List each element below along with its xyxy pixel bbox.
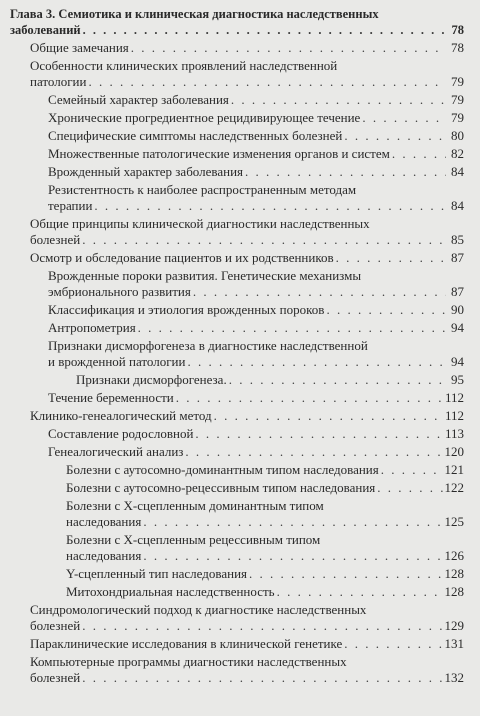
dot-leader (362, 110, 446, 126)
toc-entry-title-line: Общие замечания (30, 40, 129, 55)
toc-page-number: 94 (451, 354, 464, 369)
toc-entry-title-line: Митохондриальная наследственность (66, 584, 275, 599)
toc-entry-title-line: Болезни с аутосомно-доминантным типом наследования (66, 462, 379, 477)
toc-entry-title-line: болезней (30, 670, 81, 685)
toc-entry (10, 182, 464, 214)
toc-entry-title-line: Болезни с Х-сцепленным рецессивным типом (66, 532, 321, 547)
toc-page-number: 113 (444, 426, 464, 441)
toc-page-number: 85 (451, 232, 464, 247)
toc-page-number: 87 (451, 250, 464, 265)
toc-entry (10, 58, 464, 90)
toc-entry-title-line: Болезни с аутосомно-рецессивным типом наследования (66, 480, 376, 495)
toc-entry-title-line: и врожденной патологии (48, 354, 186, 369)
dot-leader (138, 320, 446, 336)
toc-entry-title-line: Множественные патологические изменения органов и систем (48, 146, 390, 161)
toc-entry (10, 110, 464, 126)
dot-leader (176, 390, 443, 406)
toc-entry (10, 444, 464, 460)
toc-entry (10, 128, 464, 144)
dot-leader (336, 250, 446, 266)
toc-page-number: 129 (444, 618, 464, 633)
toc-entry (10, 498, 464, 530)
toc-entry-title-line: Классификация и этиология врожденных пороков (48, 302, 325, 317)
toc-entry-title-line: Составление родословной (48, 426, 194, 441)
toc-page-number: 132 (444, 670, 464, 685)
dot-leader (82, 670, 442, 686)
toc-entry-title-line: терапии (48, 198, 93, 213)
toc-entry (10, 6, 464, 38)
toc-entry (10, 250, 464, 266)
dot-leader (131, 40, 446, 56)
dot-leader (229, 372, 446, 388)
toc-entry-title-line: Генеалогический анализ (48, 444, 184, 459)
toc-page-number: 121 (444, 462, 464, 477)
toc-entry-title-line: Признаки дисморфогенеза в диагностике наследственной (48, 338, 368, 353)
toc-entry-title-line: Резистентность к наиболее распространенным методам (48, 182, 357, 197)
toc-entry-title-line: Компьютерные программы диагностики наследственных (30, 654, 347, 669)
toc-page-number: 112 (444, 390, 464, 405)
toc-entry (10, 480, 464, 496)
toc-entry (10, 268, 464, 300)
toc-page-number: 120 (444, 444, 464, 459)
toc-entry-title-line: болезней (30, 232, 81, 247)
toc-entry-title-line: патологии (30, 74, 87, 89)
toc-entry-title-line: Врожденные пороки развития. Генетические механизмы (48, 268, 362, 283)
toc-page-number: 95 (451, 372, 464, 387)
toc-entry-title-line: Синдромологический подход к диагностике наследственных (30, 602, 367, 617)
toc-page-number: 80 (451, 128, 464, 143)
toc-entry-title-line: эмбрионального развития (48, 284, 191, 299)
toc-entry (10, 216, 464, 248)
toc-entry (10, 462, 464, 478)
toc-entry-title-line: Осмотр и обследование пациентов и их родственников (30, 250, 334, 265)
toc-page-number: 79 (451, 110, 464, 125)
dot-leader (381, 462, 443, 478)
toc-page-number: 79 (451, 74, 464, 89)
toc-entry (10, 636, 464, 652)
dot-leader (344, 128, 446, 144)
toc-page-number: 122 (444, 480, 464, 495)
toc-page-number: 94 (451, 320, 464, 335)
dot-leader (143, 514, 442, 530)
toc-entry-title-line: Особенности клинических проявлений наследственной (30, 58, 338, 73)
dot-leader (94, 198, 446, 214)
toc-entry (10, 164, 464, 180)
toc-entry (10, 532, 464, 564)
toc-entry-title-line: Хронические прогредиентное рецидивирующее течение (48, 110, 361, 125)
toc-entry-title-line: Антропометрия (48, 320, 136, 335)
toc-entry (10, 146, 464, 162)
toc-page-number: 84 (451, 164, 464, 179)
toc-entry-title-line: Клинико-генеалогический метод (30, 408, 212, 423)
toc-entry (10, 390, 464, 406)
dot-leader (326, 302, 446, 318)
dot-leader (245, 164, 446, 180)
toc-entry (10, 584, 464, 600)
toc-entry-title-line: Течение беременности (48, 390, 174, 405)
toc-entry-title-line: заболеваний (10, 23, 81, 37)
toc-entry-title-line: Глава 3. Семиотика и клиническая диагностика наследственных (10, 7, 379, 21)
toc-entry (10, 408, 464, 424)
toc-page-number: 79 (451, 92, 464, 107)
dot-leader (249, 566, 442, 582)
toc-entry-title-line: Семейный характер заболевания (48, 92, 229, 107)
toc-page-number: 126 (444, 548, 464, 563)
toc-page-number: 125 (444, 514, 464, 529)
toc-entry-title-line: Общие принципы клинической диагностики наследственных (30, 216, 370, 231)
dot-leader (277, 584, 443, 600)
toc-page-number: 131 (444, 636, 464, 651)
toc-entry-title-line: наследования (66, 514, 142, 529)
toc-entry-title-line: наследования (66, 548, 142, 563)
toc-entry (10, 320, 464, 336)
toc-entry (10, 92, 464, 108)
dot-leader (88, 74, 446, 90)
toc-entry (10, 566, 464, 582)
dot-leader (185, 444, 442, 460)
toc-entry-title-line: Специфические симптомы наследственных болезней (48, 128, 343, 143)
toc-entry (10, 40, 464, 56)
toc-page-number: 82 (451, 146, 464, 161)
toc-page-number: 78 (451, 40, 464, 55)
toc-page-number: 128 (444, 566, 464, 581)
toc-entry (10, 426, 464, 442)
toc-page-number: 90 (451, 302, 464, 317)
toc-page-number: 87 (451, 284, 464, 299)
toc-entry-title-line: Врожденный характер заболевания (48, 164, 244, 179)
dot-leader (377, 480, 442, 496)
toc-entry-title-line: Параклинические исследования в клинической генетике (30, 636, 343, 651)
toc-page-number: 112 (444, 408, 464, 423)
toc-entry (10, 302, 464, 318)
dot-leader (187, 354, 446, 370)
toc-entry (10, 654, 464, 686)
toc-entry-title-line: болезней (30, 618, 81, 633)
dot-leader (392, 146, 446, 162)
toc-page-number: 84 (451, 198, 464, 213)
dot-leader (82, 618, 442, 634)
toc-page-number: 78 (451, 23, 464, 37)
dot-leader (344, 636, 442, 652)
dot-leader (231, 92, 446, 108)
dot-leader (82, 232, 446, 248)
dot-leader (214, 408, 443, 424)
dot-leader (83, 22, 446, 38)
table-of-contents (10, 6, 464, 686)
dot-leader (143, 548, 442, 564)
toc-entry-title-line: Признаки дисморфогенеза. (76, 372, 227, 387)
toc-entry (10, 372, 464, 388)
toc-entry-title-line: Болезни с Х-сцепленным доминантным типом (66, 498, 324, 513)
toc-entry (10, 338, 464, 370)
toc-entry-title-line: Y-сцепленный тип наследования (66, 566, 248, 581)
dot-leader (193, 284, 446, 300)
toc-page-number: 128 (444, 584, 464, 599)
toc-entry (10, 602, 464, 634)
dot-leader (195, 426, 443, 442)
